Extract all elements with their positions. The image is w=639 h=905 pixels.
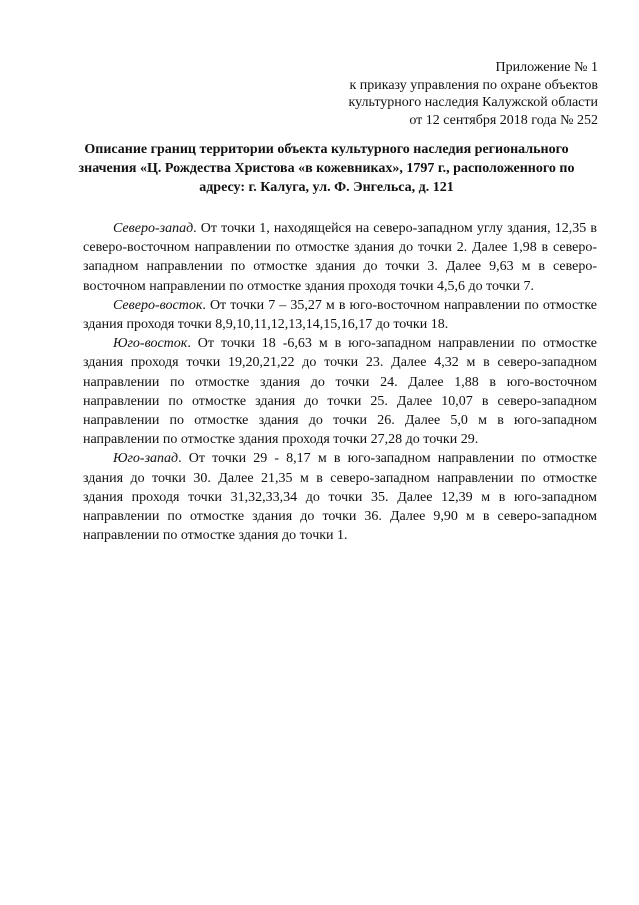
title-line-2: значения «Ц. Рождества Христова «в кожевниках», 1797 г., расположенного по bbox=[78, 161, 575, 176]
appendix-number: Приложение № 1 bbox=[495, 60, 598, 75]
order-date-line: от 12 сентября 2018 года № 252 bbox=[409, 112, 598, 128]
section-northwest bbox=[83, 219, 597, 296]
title-line-3: адресу: г. Калуга, ул. Ф. Энгельса, д. 121 bbox=[199, 180, 454, 195]
boundary-description bbox=[83, 219, 597, 545]
section-text: . От точки 7 – 35,27 м в юго-восточном направлении по отмостке здания проходя точки 8,9,10,11,12,13,14,15,16,17 до точки 18. bbox=[83, 297, 597, 333]
section-southeast bbox=[83, 334, 597, 449]
section-text: . От точки 18 -6,63 м в юго-западном направлении по отмостке здания проходя точки 19,20,21,22 до точки 23. Далее 4,32 м в северо-западном направлении по отмостке здания до точки 24. Далее 1,88 в юго-восточном направлении по отмостке здания до точки 25. Далее 10,07 в северо-западном направлении по отмостке здания до точки 26. Далее 5,0 м в юго-западном направлении по отмостке здания проходя точки 27,28 до точки 29. bbox=[83, 336, 597, 448]
order-reference-line: к приказу управления по охране объектов bbox=[349, 77, 598, 93]
section-direction: Юго-восток bbox=[113, 336, 188, 352]
title-line-1: Описание границ территории объекта культурного наследия регионального bbox=[84, 142, 569, 157]
section-southwest bbox=[83, 449, 597, 545]
section-direction: Юго-запад bbox=[113, 451, 179, 467]
appendix-header bbox=[278, 59, 598, 129]
authority-name-line: культурного наследия Калужской области bbox=[348, 95, 598, 110]
section-text: . От точки 1, находящейся на северо-западном углу здания, 12,35 в северо-восточном направлении по отмостке здания до точки 2. Далее 1,98 в северо-западном направлении по отмостке здания до точки 3. Далее 9,63 м в северо-восточном направлении по отмостке здания проходя точки 4,5,6 до точки 7. bbox=[83, 221, 597, 294]
section-text: . От точки 29 - 8,17 м в юго-западном направлении по отмостке здания до точки 30. Далее 21,35 м в северо-западном направлении по отмостке здания проходя точки 31,32,33,34 до точки 35. Далее 12,39 м в юго-западном направлении по отмостке здания до точки 36. Далее 9,90 м в северо-западном направлении по отмостке здания до точки 1. bbox=[83, 451, 597, 544]
document-title bbox=[60, 140, 593, 197]
section-direction: Северо-восток bbox=[113, 297, 203, 313]
section-direction: Северо-запад bbox=[113, 221, 194, 236]
section-northeast bbox=[83, 296, 597, 334]
